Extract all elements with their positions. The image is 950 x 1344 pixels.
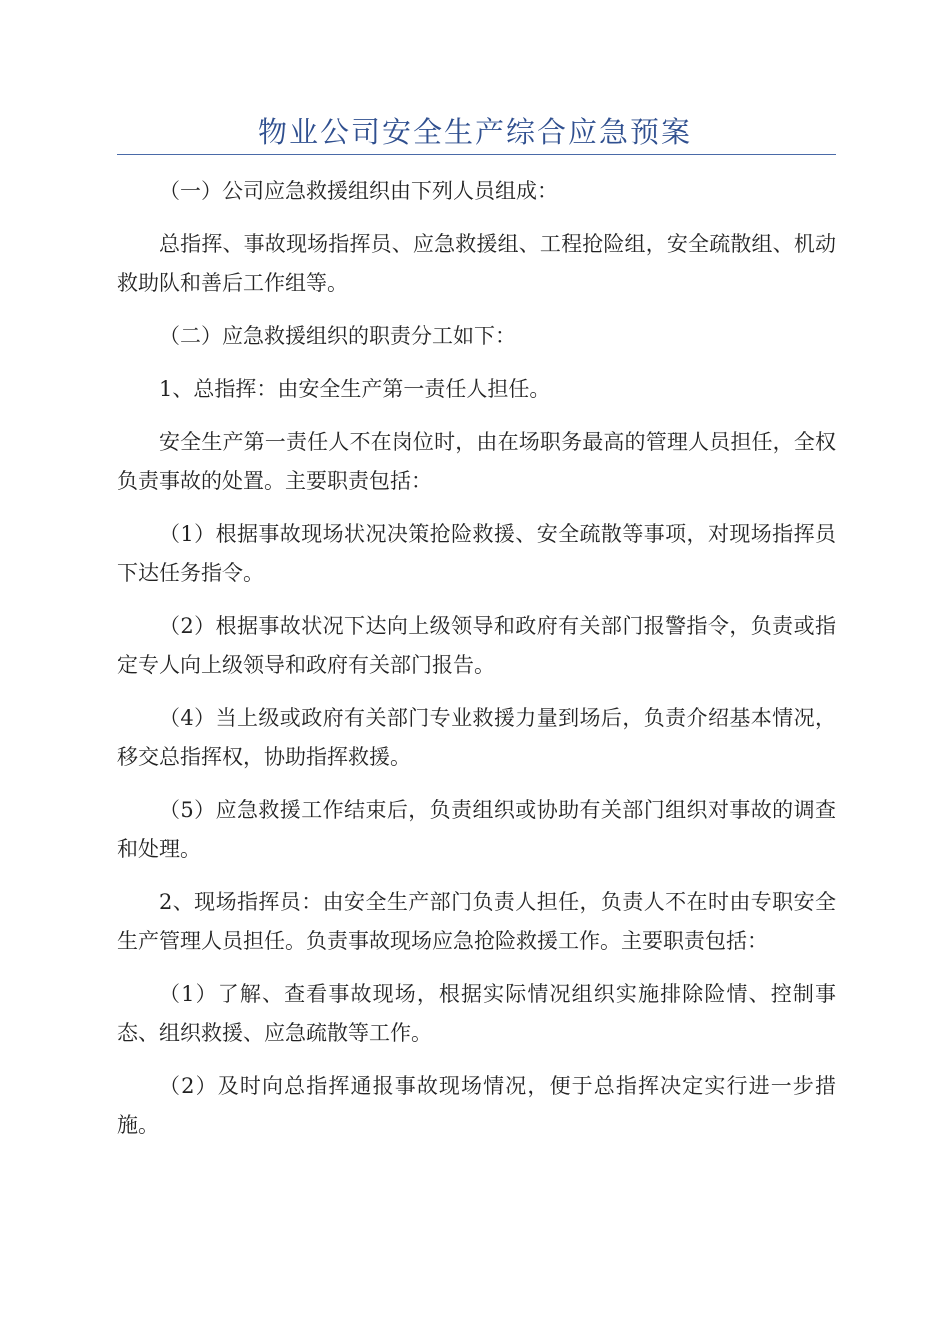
paragraph-8: （4）当上级或政府有关部门专业救援力量到场后，负责介绍基本情况，移交总指挥权，协助指挥救援。 (117, 706, 836, 769)
paragraph-2: 总指挥、事故现场指挥员、应急救援组、工程抢险组，安全疏散组、机动救助队和善后工作组等。 (117, 232, 836, 295)
paragraph-1: （一）公司应急救援组织由下列人员组成： (159, 179, 558, 203)
paragraph-12: （2）及时向总指挥通报事故现场情况，便于总指挥决定实行进一步措施。 (117, 1074, 836, 1137)
title-underline (117, 154, 836, 155)
document-body (117, 172, 836, 1159)
paragraph-7: （2）根据事故状况下达向上级领导和政府有关部门报警指令，负责或指定专人向上级领导和政府有关部门报告。 (117, 614, 836, 677)
paragraph-11: （1）了解、查看事故现场，根据实际情况组织实施排除险情、控制事态、组织救援、应急疏散等工作。 (117, 982, 836, 1045)
paragraph-6: （1）根据事故现场状况决策抢险救援、安全疏散等事项，对现场指挥员下达任务指令。 (117, 522, 836, 585)
paragraph-10: 2、现场指挥员：由安全生产部门负责人担任，负责人不在时由专职安全生产管理人员担任。负责事故现场应急抢险救援工作。主要职责包括： (117, 890, 836, 953)
paragraph-4: 1、总指挥：由安全生产第一责任人担任。 (159, 377, 551, 401)
paragraph-9: （5）应急救援工作结束后，负责组织或协助有关部门组织对事故的调查和处理。 (117, 798, 836, 861)
paragraph-3: （二）应急救援组织的职责分工如下： (159, 324, 516, 348)
document-title: 物业公司安全生产综合应急预案 (257, 115, 692, 149)
paragraph-5: 安全生产第一责任人不在岗位时，由在场职务最高的管理人员担任，全权负责事故的处置。主要职责包括： (117, 430, 836, 493)
